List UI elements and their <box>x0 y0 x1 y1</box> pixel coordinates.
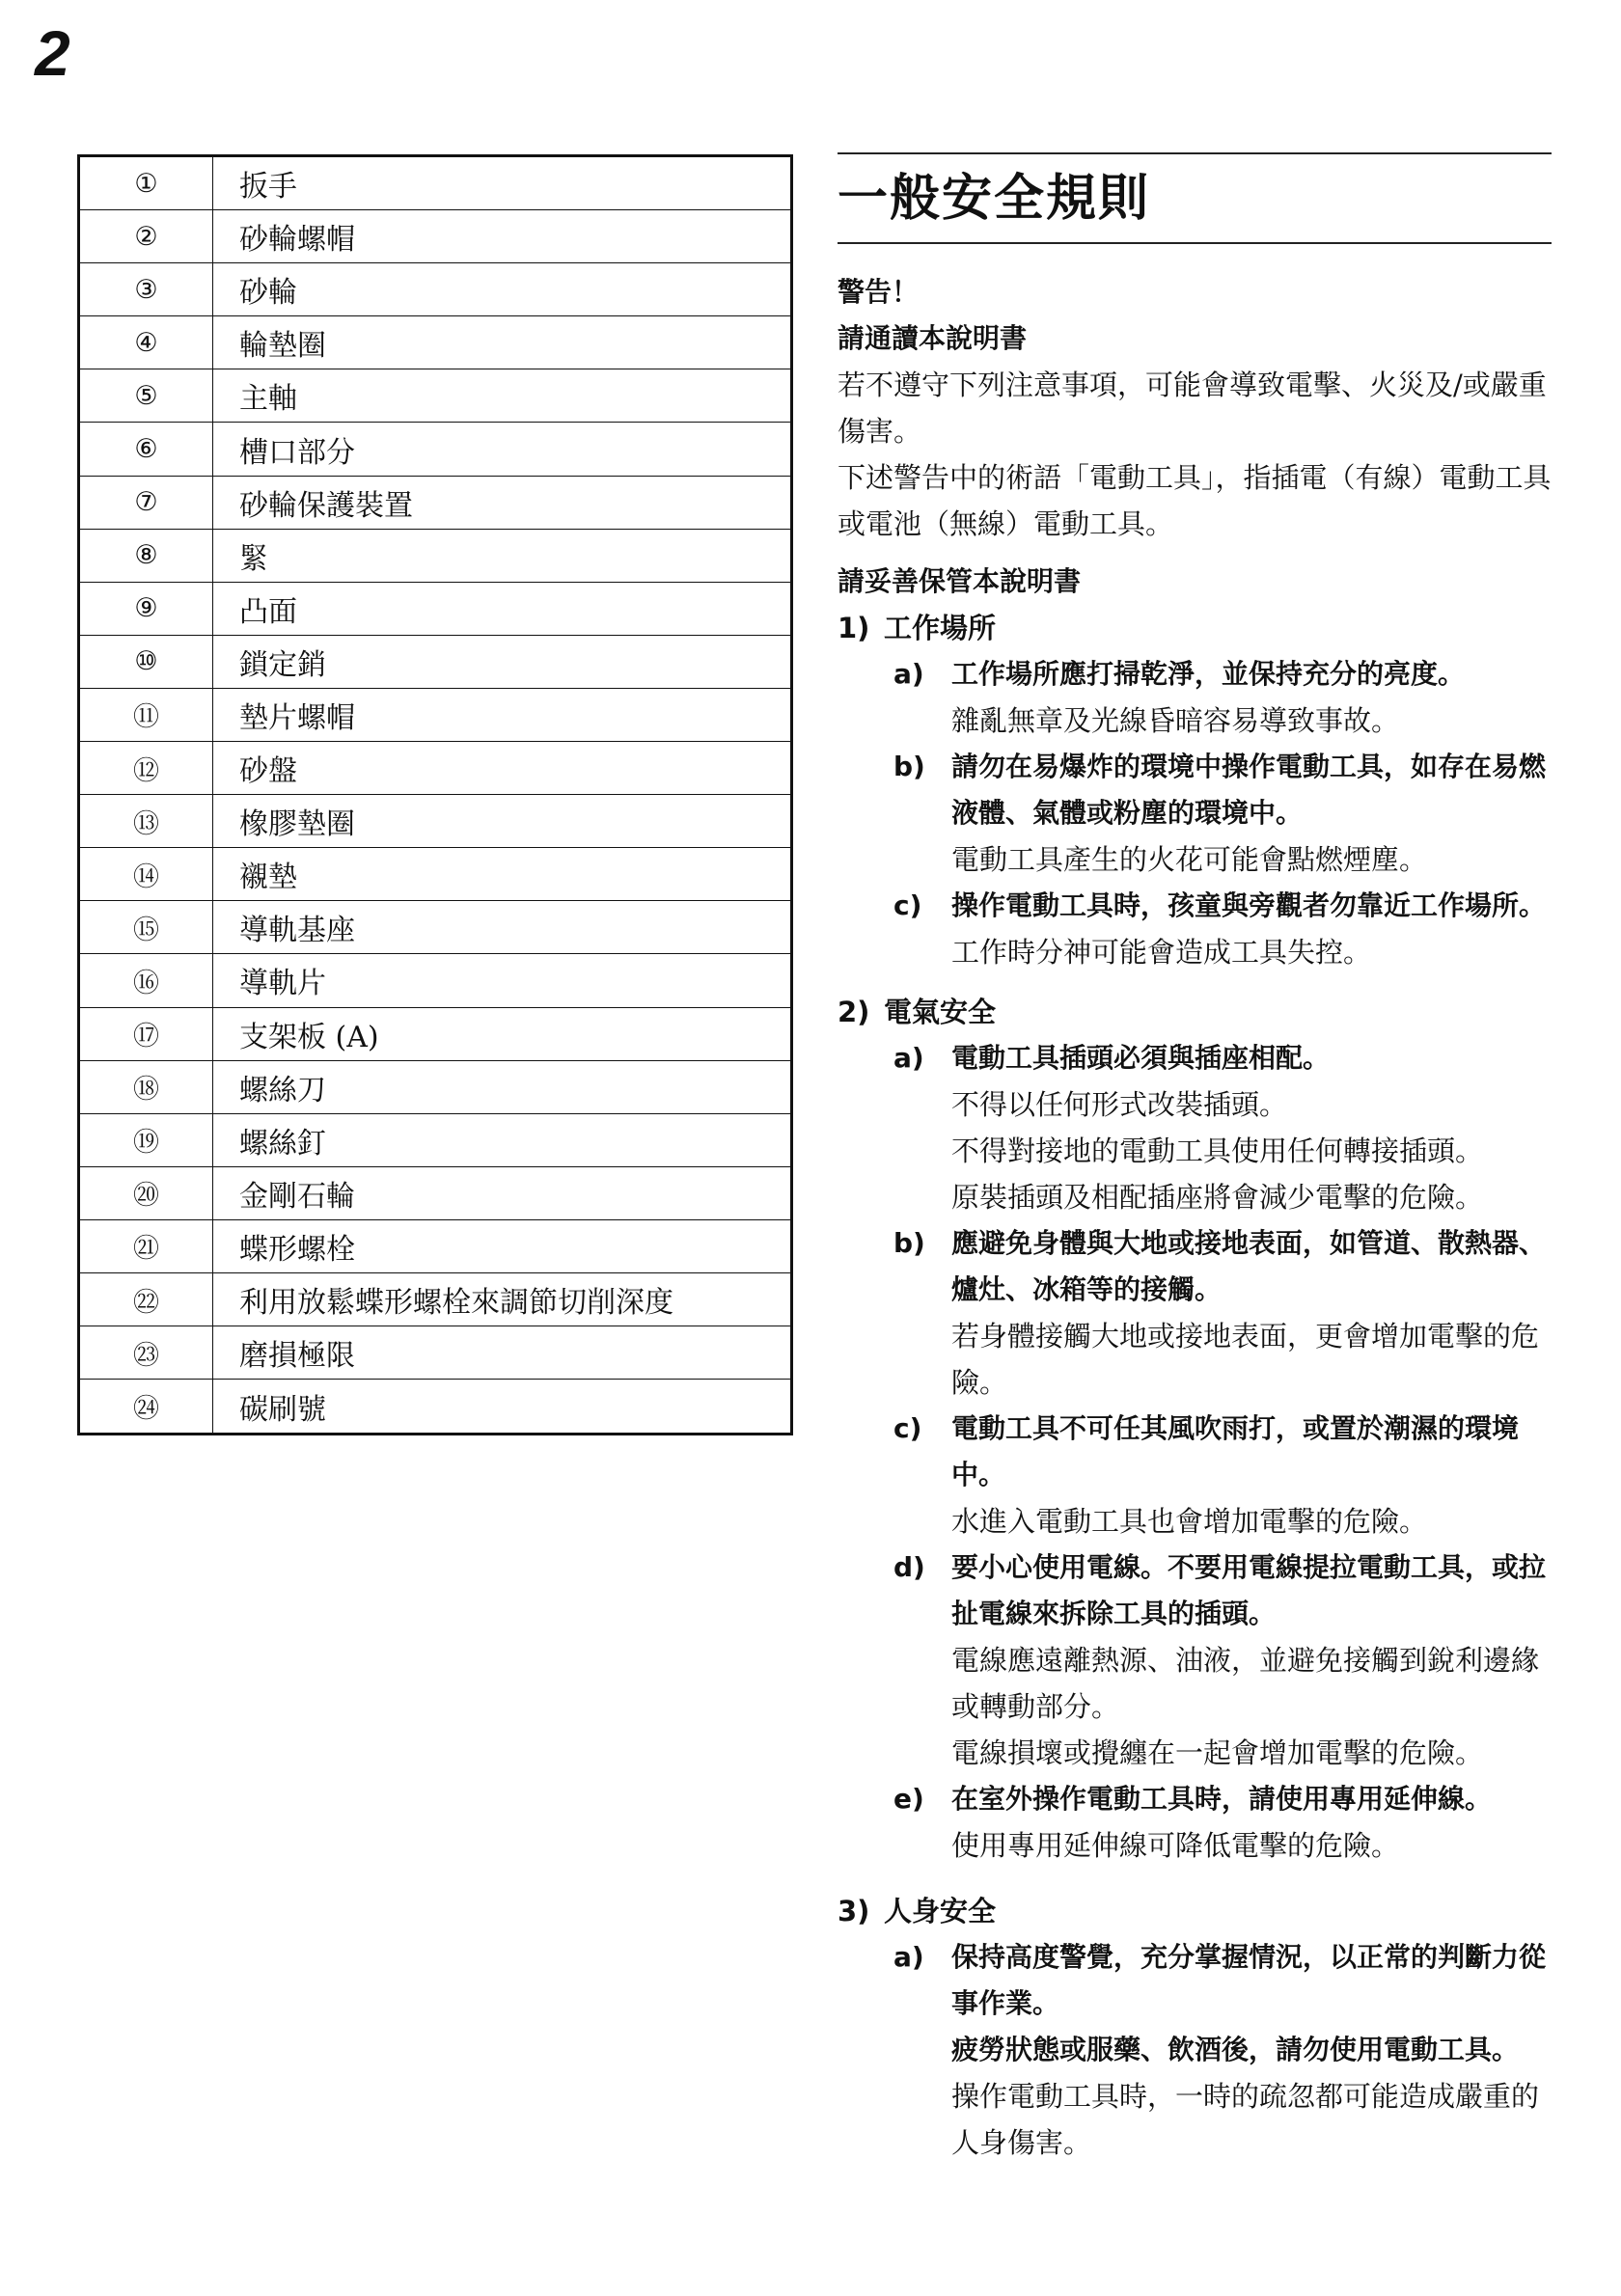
part-name: 砂盤 <box>239 754 297 789</box>
rule-2c: c) 電動工具不可任其風吹雨打，或置於潮濕的環境中。 水進入電動工具也會增加電擊的危險。 <box>893 1412 1520 1539</box>
part-name: 襯墊 <box>239 861 297 895</box>
intro-paragraph-1: 若不遵守下列注意事項，可能會導致電擊、火災及/或嚴重傷害。 <box>838 369 1547 449</box>
part-number: ㉓ <box>80 1326 213 1379</box>
part-name: 扳手 <box>239 170 297 205</box>
part-name: 導軌基座 <box>239 914 355 948</box>
part-name: 蝶形螺栓 <box>239 1232 355 1267</box>
table-row <box>80 954 790 1007</box>
part-number: ⑩ <box>80 636 213 688</box>
part-number: ⑦ <box>80 477 213 529</box>
part-number: ⑳ <box>80 1167 213 1219</box>
table-row <box>80 210 790 263</box>
warning-label: 警告！ <box>838 276 920 309</box>
part-number: ⑤ <box>80 369 213 422</box>
part-number: ⑭ <box>80 848 213 900</box>
part-number: ⑥ <box>80 423 213 475</box>
table-row <box>80 636 790 689</box>
part-name: 砂輪 <box>239 276 297 311</box>
part-name: 鎖定銷 <box>239 647 326 682</box>
part-name: 槽口部分 <box>239 435 355 470</box>
table-row <box>80 1061 790 1114</box>
part-number: ③ <box>80 263 213 315</box>
part-name: 螺絲刀 <box>239 1073 326 1107</box>
part-name: 磨損極限 <box>239 1339 355 1374</box>
part-number: ⑲ <box>80 1114 213 1166</box>
part-number: ⑱ <box>80 1061 213 1113</box>
rule-3a: a) 保持高度警覺，充分掌握情況，以正常的判斷力從事作業。 疲勞狀態或服藥、飲酒後，請勿使用電動工具。 操作電動工具時，一時的疏忽都可能造成嚴重的人身傷害。 <box>893 1941 1547 2160</box>
part-name: 利用放鬆蝶形螺栓來調節切削深度 <box>239 1286 673 1321</box>
part-name: 螺絲釘 <box>239 1126 326 1161</box>
part-number: ① <box>80 157 213 209</box>
table-row <box>80 742 790 795</box>
rule-1a: a) 工作場所應打掃乾淨，並保持充分的亮度。 雜亂無章及光線昏暗容易導致事故。 <box>893 658 1466 738</box>
read-manual: 請通讀本說明書 <box>838 322 1028 355</box>
part-number: ⑨ <box>80 583 213 635</box>
part-number: ⑯ <box>80 954 213 1006</box>
part-name: 橡膠墊圈 <box>239 807 355 842</box>
table-row <box>80 583 790 636</box>
table-row <box>80 423 790 476</box>
table-row <box>80 1273 790 1326</box>
table-row <box>80 1167 790 1220</box>
table-row <box>80 369 790 423</box>
part-name: 砂輪螺帽 <box>239 223 355 258</box>
rule-2e: e) 在室外操作電動工具時，請使用專用延伸線。 使用專用延伸線可降低電擊的危險。 <box>893 1783 1493 1863</box>
title-rule <box>838 242 1552 244</box>
table-row <box>80 1008 790 1061</box>
top-rule <box>838 152 1552 154</box>
table-row <box>80 1220 790 1273</box>
part-number: ⑪ <box>80 689 213 741</box>
part-name: 砂輪保護裝置 <box>239 488 413 523</box>
table-row <box>80 848 790 901</box>
parts-table <box>77 154 793 1435</box>
part-number: ⑫ <box>80 742 213 794</box>
rule-1c: c) 操作電動工具時，孩童與旁觀者勿靠近工作場所。 工作時分神可能會造成工具失控。 <box>893 889 1547 970</box>
part-name: 緊 <box>239 541 268 576</box>
part-name: 墊片螺帽 <box>239 700 355 735</box>
table-row <box>80 901 790 954</box>
part-name: 碳刷號 <box>239 1392 326 1427</box>
section-2-heading: 2) 電氣安全 <box>838 996 997 1029</box>
rule-2b: b) 應避免身體與大地或接地表面，如管道、散熱器、爐灶、冰箱等的接觸。 若身體接觸大地或接地表面，更會增加電擊的危險。 <box>893 1227 1547 1400</box>
table-row <box>80 316 790 369</box>
rule-2d: d) 要小心使用電線。不要用電線提拉電動工具，或拉扯電線來拆除工具的插頭。 電線應遠離熱源、油液，並避免接觸到銳利邊緣或轉動部分。 電線損壞或攪纏在一起會增加電擊的危險。 <box>893 1551 1547 1770</box>
rule-1b: b) 請勿在易爆炸的環境中操作電動工具，如存在易燃液體、氣體或粉塵的環境中。 電動工具產生的火花可能會點燃煙塵。 <box>893 751 1547 877</box>
table-row <box>80 1326 790 1380</box>
table-row <box>80 795 790 848</box>
section-3-heading: 3) 人身安全 <box>838 1895 997 1928</box>
part-number: ② <box>80 210 213 262</box>
table-row <box>80 689 790 742</box>
keep-manual: 請妥善保管本說明書 <box>838 565 1082 598</box>
part-name: 導軌片 <box>239 967 326 1001</box>
part-name: 輪墊圈 <box>239 329 326 364</box>
table-row <box>80 1380 790 1433</box>
table-row <box>80 1114 790 1167</box>
part-number: ④ <box>80 316 213 369</box>
part-number: ㉔ <box>80 1380 213 1433</box>
part-number: ⑧ <box>80 530 213 582</box>
part-name: 金剛石輪 <box>239 1179 355 1214</box>
table-row <box>80 530 790 583</box>
table-row <box>80 477 790 530</box>
part-name: 凸面 <box>239 594 297 629</box>
rule-2a: a) 電動工具插頭必須與插座相配。 不得以任何形式改裝插頭。 不得對接地的電動工具使用任何轉接插頭。 原裝插頭及相配插座將會減少電擊的危險。 <box>893 1042 1484 1215</box>
section-1-heading: 1) 工作場所 <box>838 612 997 645</box>
part-number: ㉒ <box>80 1273 213 1326</box>
part-number: ㉑ <box>80 1220 213 1272</box>
table-row <box>80 157 790 210</box>
part-number: ⑮ <box>80 901 213 953</box>
page-number: 2 <box>35 17 70 89</box>
part-number: ⑬ <box>80 795 213 847</box>
section-title: 一般安全規則 <box>838 170 1151 228</box>
safety-rules-column <box>838 152 1552 2166</box>
part-name: 支架板 (A) <box>239 1020 379 1054</box>
table-row <box>80 263 790 316</box>
intro-paragraph-2: 下述警告中的術語「電動工具」，指插電（有線）電動工具或電池（無線）電動工具。 <box>838 461 1552 541</box>
part-number: ⑰ <box>80 1008 213 1060</box>
part-name: 主軸 <box>239 382 297 417</box>
